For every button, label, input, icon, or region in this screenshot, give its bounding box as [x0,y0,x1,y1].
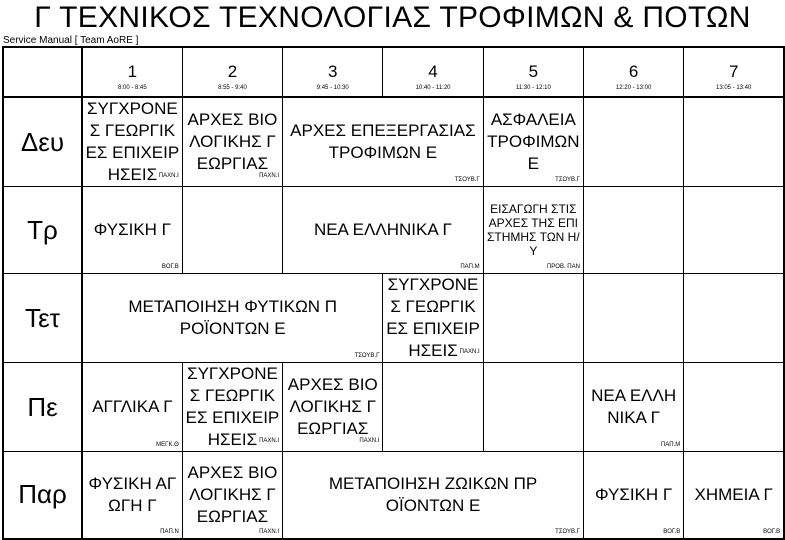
lesson-cell [82,97,182,187]
day-row-wednesday [3,274,784,363]
lesson-cell [483,97,583,187]
lesson-cell [182,363,282,452]
lesson-cell [82,452,182,539]
lesson-cell [583,363,683,452]
lesson-cell [82,363,182,452]
period-time: 12:20 - 13:00 [615,85,652,91]
lesson-subject: ΑΣΦΑΛΕΙΑ ΤΡΟΦΙΜΩΝ Ε [487,110,580,173]
period-time: 8:00 - 8:45 [118,85,147,91]
lesson-teacher: ΠΑΧΝ.Ι [359,438,380,444]
period-number: 6 [628,62,639,81]
lesson-teacher: ΠΑΧΝ.Ι [158,173,179,179]
lesson-cell [82,274,383,363]
lesson-teacher: ΠΑΧΝ.Ι [459,349,480,355]
lesson-teacher: ΠΑΧΝ.Ι [259,528,280,535]
lesson-cell [684,452,784,539]
timetable [2,46,785,540]
lesson-cell [283,97,484,187]
empty-cell [684,274,784,363]
lesson-teacher: ΒΟΓ.Β [663,528,681,535]
lesson-subject: ΑΓΓΛΙΚΑ Γ [92,397,173,416]
lesson-subject: ΝΕΑ ΕΛΛΗΝΙΚΑ Γ [313,220,452,239]
period-number: 2 [227,62,238,81]
lesson-cell [283,187,484,274]
lesson-cell [182,452,282,539]
page-title: Γ ΤΕΧΝΙΚΟΣ ΤΕΧΝΟΛΟΓΙΑΣ ΤΡΟΦΙΜΩΝ & ΠΟΤΩΝ [34,1,751,34]
day-label-tuesday: Τρ [3,187,82,274]
lesson-teacher: ΠΑΠ.Ν [160,528,179,535]
lesson-cell [283,452,584,539]
lesson-subject: ΣΥΓΧΡΟΝΕΣ ΓΕΩΡΓΙΚΕΣ ΕΠΙΧΕΙΡΗΣΕΙΣ [85,99,180,184]
period-number: 1 [127,62,138,81]
empty-cell [383,363,483,452]
lesson-subject: ΜΕΤΑΠΟΙΗΣΗ ΖΩΙΚΩΝ ΠΡΟΪΟΝΤΩΝ Ε [328,473,538,515]
period-header-7 [684,47,784,97]
lesson-subject: ΑΡΧΕΣ ΕΠΕΞΕΡΓΑΣΙΑΣ ΤΡΟΦΙΜΩΝ Ε [290,121,476,162]
day-row-monday [3,97,784,187]
lesson-subject: ΦΥΣΙΚΗ Γ [93,220,172,239]
empty-cell [182,187,282,274]
period-header-3 [283,47,383,97]
period-time: 8:55 - 9:40 [218,85,247,91]
empty-cell [684,363,784,452]
lesson-subject: ΦΥΣΙΚΗ ΑΓΩΓΗ Γ [88,473,177,515]
period-header-6 [583,47,683,97]
lesson-teacher: ΠΑΠ.Μ [660,442,681,448]
lesson-cell [583,452,683,539]
lesson-cell [82,187,182,274]
empty-cell [483,274,583,363]
lesson-subject: ΑΡΧΕΣ ΒΙΟΛΟΓΙΚΗΣ ΓΕΩΡΓΙΑΣ [187,462,278,526]
lesson-cell [283,363,383,452]
period-time: 13:05 - 13:40 [715,85,752,91]
lesson-subject: ΜΕΤΑΠΟΙΗΣΗ ΦΥΤΙΚΩΝ ΠΡΟΪΟΝΤΩΝ Ε [128,297,338,338]
lesson-teacher: ΒΟΓ.Β [763,528,781,535]
period-number: 3 [328,62,338,81]
corner-cell [3,47,82,97]
empty-cell [583,274,683,363]
period-header-5 [483,47,583,97]
period-header-1 [82,47,182,97]
lesson-subject: ΑΡΧΕΣ ΒΙΟΛΟΓΙΚΗΣ ΓΕΩΡΓΙΑΣ [287,375,378,438]
day-label-thursday: Πε [3,363,82,452]
period-number: 7 [728,62,739,81]
day-row-thursday [3,363,784,452]
lesson-teacher: ΠΑΧΝ.Ι [259,438,280,444]
period-header-4 [383,47,483,97]
day-label-wednesday: Τετ [3,274,82,363]
day-label-friday: Παρ [3,452,82,539]
day-row-tuesday [3,187,784,274]
page-subtitle: Service Manual [ Team AoRE ] [3,35,139,46]
period-time: 9:45 - 10:30 [316,85,349,91]
lesson-teacher: ΠΡΟΒ. ΠΑΝ [546,264,580,270]
period-time: 10:40 - 11:20 [415,85,451,91]
lesson-teacher: ΠΑΠ.Μ [460,264,480,270]
lesson-teacher: ΤΣΟΥΒ.Γ [354,353,380,359]
empty-cell [684,97,784,187]
lesson-subject: ΦΥΣΙΚΗ Γ [594,484,673,504]
period-number: 5 [528,62,539,81]
lesson-subject: ΝΕΑ ΕΛΛΗΝΙΚΑ Γ [591,386,677,427]
period-header-row [3,47,784,97]
period-time: 11:30 - 12:10 [515,85,551,91]
empty-cell [684,187,784,274]
period-number: 4 [428,62,438,81]
lesson-cell [483,187,583,274]
lesson-subject: ΣΥΓΧΡΟΝΕΣ ΓΕΩΡΓΙΚΕΣ ΕΠΙΧΕΙΡΗΣΕΙΣ [185,364,280,449]
lesson-teacher: ΤΣΟΥΒ.Γ [555,528,580,535]
day-row-friday [3,452,784,539]
empty-cell [583,187,683,274]
lesson-cell [383,274,483,363]
lesson-cell [182,97,282,187]
lesson-subject: ΧΗΜΕΙΑ Γ [694,484,773,504]
lesson-teacher: ΤΣΟΥΒ.Γ [555,177,580,183]
lesson-teacher: ΜΕΓΚ.Θ [156,442,179,448]
lesson-teacher: ΤΣΟΥΒ.Γ [454,177,480,183]
lesson-subject: ΑΡΧΕΣ ΒΙΟΛΟΓΙΚΗΣ ΓΕΩΡΓΙΑΣ [187,110,278,173]
lesson-subject: ΕΙΣΑΓΩΓΗ ΣΤΙΣ ΑΡΧΕΣ ΤΗΣ ΕΠΙΣΤΗΜΗΣ ΤΩΝ Η/Υ [486,202,580,258]
period-header-2 [182,47,282,97]
lesson-teacher: ΠΑΧΝ.Ι [259,173,280,179]
empty-cell [483,363,583,452]
lesson-teacher: ΒΟΓ.Β [161,264,179,270]
empty-cell [583,97,683,187]
day-label-monday: Δευ [3,97,82,187]
lesson-subject: ΣΥΓΧΡΟΝΕΣ ΓΕΩΡΓΙΚΕΣ ΕΠΙΧΕΙΡΗΣΕΙΣ [386,275,480,360]
